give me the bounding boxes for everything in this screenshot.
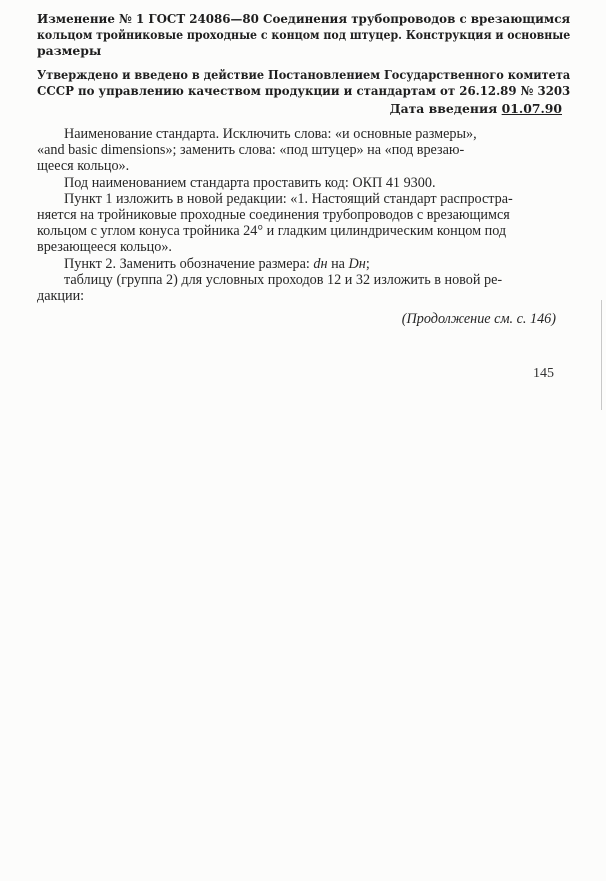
p1-line-1: Наименование стандарта. Исключить слова: «и основные размеры», — [64, 126, 477, 142]
scan-edge-mark — [601, 300, 602, 410]
approval-line-2: СССР по управлению качеством продукции и стандартам от 26.12.89 № 3203 — [37, 83, 571, 98]
p3-line-1: Пункт 1 изложить в новой редакции: «1. Настоящий стандарт распростра- — [64, 191, 513, 207]
page-number: 145 — [533, 366, 554, 381]
p4-suffix: ; — [365, 256, 370, 272]
effective-date-value: 01.07.90 — [501, 101, 562, 116]
p4-line-1 — [64, 256, 370, 273]
p1-line-3: щееся кольцо». — [37, 158, 130, 174]
effective-date-line — [390, 101, 562, 117]
effective-date-label: Дата введения — [389, 101, 498, 116]
p4-to-symbol: Dн — [348, 256, 366, 272]
p5-line-2: дакции: — [37, 288, 85, 304]
p3-line-3: кольцом с углом конуса тройника 24° и гладким цилиндрическим концом под — [37, 223, 507, 239]
p4-mid: на — [331, 256, 345, 272]
title-line-1: Изменение № 1 ГОСТ 24086—80 Соединения трубопроводов с врезающимся — [37, 11, 571, 26]
p5-line-1: таблицу (группа 2) для условных проходов 12 и 32 изложить в новой ре- — [64, 272, 503, 288]
p3-line-4: врезающееся кольцо». — [37, 239, 172, 255]
p4-from-symbol: dн — [313, 256, 328, 272]
title-line-3: размеры — [37, 43, 102, 58]
p4-prefix: Пункт 2. Заменить обозначение размера: — [64, 256, 310, 272]
title-line-2: кольцом тройниковые проходные с концом под штуцер. Конструкция и основные — [37, 27, 571, 42]
approval-line-1: Утверждено и введено в действие Постановлением Государственного комитета — [37, 67, 571, 82]
p1-line-2: «and basic dimensions»; заменить слова: «под штуцер» на «под врезаю- — [37, 142, 465, 158]
continuation-note: (Продолжение см. с. 146) — [401, 311, 556, 327]
p3-line-2: няется на тройниковые проходные соединения трубопроводов с врезающимся — [37, 207, 510, 223]
p2-line-1: Под наименованием стандарта проставить код: ОКП 41 9300. — [64, 175, 436, 191]
